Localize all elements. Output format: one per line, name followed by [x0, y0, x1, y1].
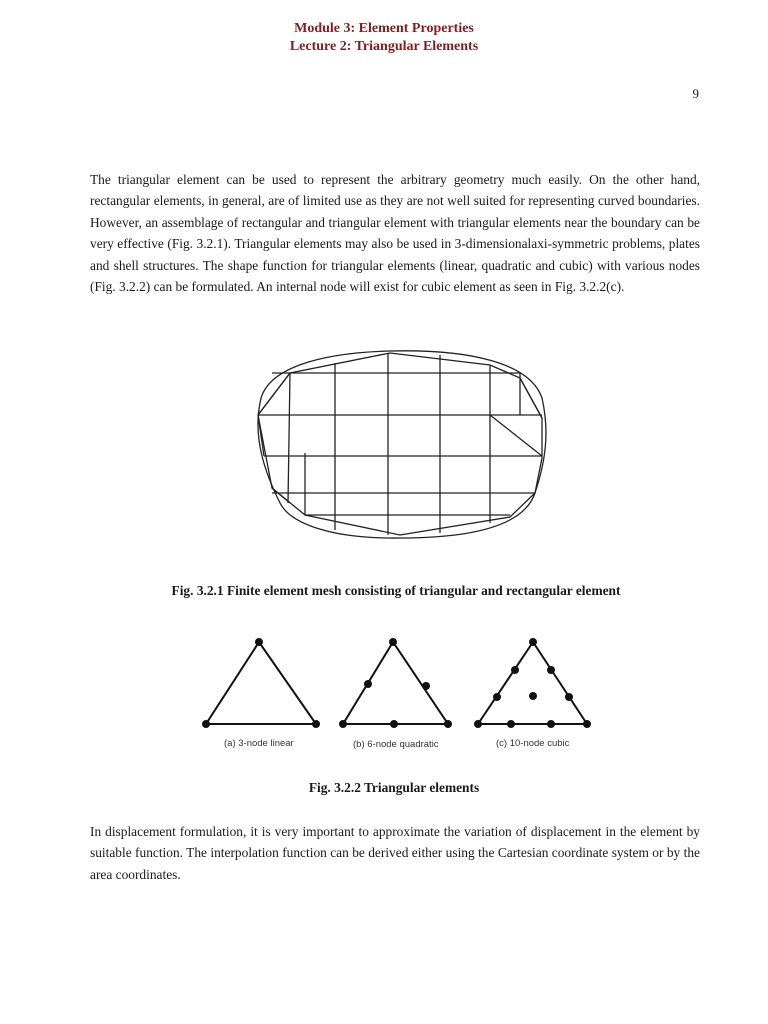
- node-dot: [474, 720, 482, 728]
- node-dot: [507, 720, 515, 728]
- label-10-node-cubic: (c) 10-node cubic: [496, 738, 570, 749]
- label-6-node-quadratic: (b) 6-node quadratic: [353, 739, 439, 750]
- node-dot: [364, 680, 372, 688]
- node-dot: [511, 666, 519, 674]
- node-dot: [444, 720, 452, 728]
- boundary-polygon: [258, 353, 542, 535]
- figure1-caption: Fig. 3.2.1 Finite element mesh consisting of triangular and rectangular element: [171, 583, 621, 598]
- curved-boundary: [258, 351, 546, 538]
- intro-paragraph: The triangular element can be used to represent the arbitrary geometry much easily. On the other hand, rectangular elements, in general, are of limited use as they are not well suited for representing curved boundaries. However, an assemblage of rectangular and triangular element with triangular elements near the boundary can be very effective (Fig. 3.2.1). Triangular elements may also be used in 3-dimensionalaxi-symmetric problems, plates and shell structures. The shape function for triangular elements (linear, quadratic and cubic) with various nodes (Fig. 3.2.2) can be formulated. An internal node will exist for cubic element as seen in Fig. 3.2.2(c).: [90, 172, 700, 295]
- label-3-node-linear: (a) 3-node linear: [224, 738, 294, 749]
- node-dot: [255, 638, 263, 646]
- node-dot: [565, 693, 573, 701]
- triangular-elements-figure: [198, 634, 598, 754]
- page-header: [0, 20, 768, 56]
- node-dot: [339, 720, 347, 728]
- node-dot: [202, 720, 210, 728]
- lecture-title: Lecture 2: Triangular Elements: [289, 39, 479, 54]
- node-dot: [529, 638, 537, 646]
- node-dot: [389, 638, 397, 646]
- node-dot: [547, 720, 555, 728]
- figure2-caption: Fig. 3.2.2 Triangular elements: [308, 780, 480, 795]
- mesh-figure: [250, 343, 550, 543]
- node-dot: [390, 720, 398, 728]
- node-dot: [493, 693, 501, 701]
- node-dot: [547, 666, 555, 674]
- node-dot: [529, 692, 537, 700]
- displacement-paragraph: In displacement formulation, it is very important to approximate the variation of displacement in the element by suitable function. The interpolation function can be derived either using the Cartesian coordinate system or by the area coordinates.: [90, 824, 700, 882]
- node-dot: [422, 682, 430, 690]
- cubic-triangle: [478, 642, 587, 724]
- node-dot: [312, 720, 320, 728]
- linear-triangle: [206, 642, 316, 724]
- page-number: 9: [692, 86, 699, 101]
- module-title: Module 3: Element Properties: [294, 21, 474, 36]
- node-dot: [583, 720, 591, 728]
- quadratic-triangle: [343, 642, 448, 724]
